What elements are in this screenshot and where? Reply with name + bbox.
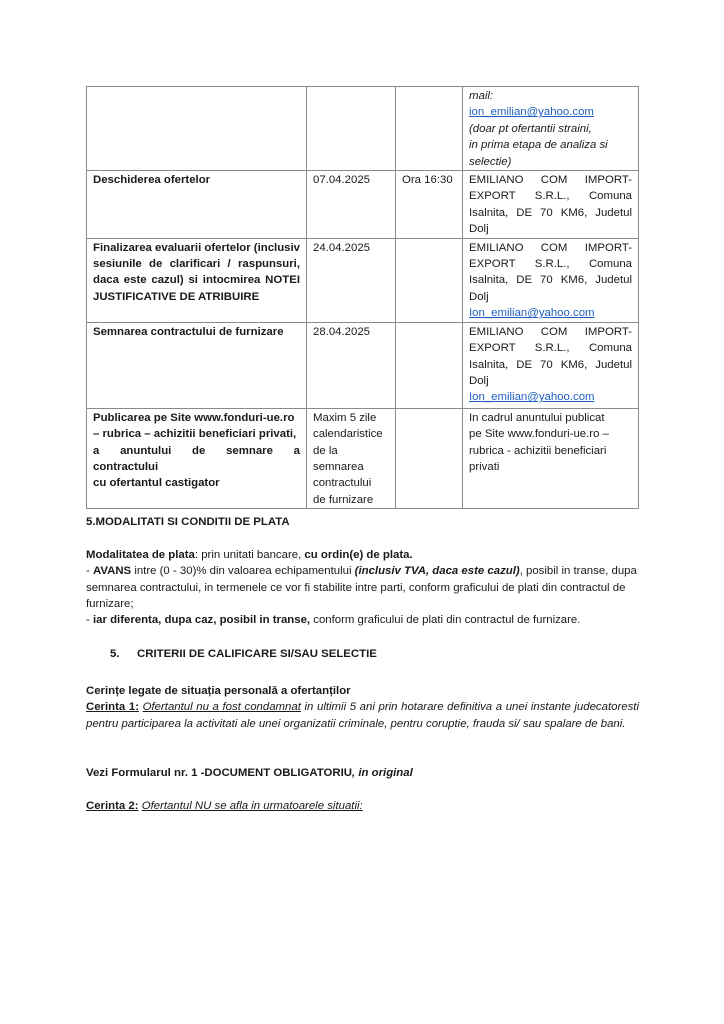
method-label: Modalitatea de plata [86, 549, 195, 561]
advance-vat-note: (inclusiv TVA, daca este cazul) [354, 565, 520, 577]
date-cell: 28.04.2025 [307, 322, 396, 408]
dash: - [86, 614, 93, 626]
payment-heading: 5.MODALITATI SI CONDITII DE PLATA [86, 516, 290, 528]
email-link[interactable]: Ion_emilian@yahoo.com [469, 391, 595, 404]
date-line: de la [313, 444, 338, 457]
location-cell [463, 87, 639, 171]
location-line: rubrica - achizitii beneficiari [469, 444, 607, 457]
date-line: Maxim 5 zile [313, 411, 377, 424]
location-line: In cadrul anuntului publicat [469, 411, 605, 424]
remainder-paragraph [86, 612, 639, 629]
location-line: pe Site www.fonduri-ue.ro – [469, 428, 609, 441]
criteria-heading [110, 646, 610, 663]
time-cell [396, 408, 463, 508]
location-cell [463, 322, 639, 408]
req1-underlined: Ofertantul nu a fost condamnat [142, 701, 301, 713]
time-cell [396, 238, 463, 322]
activity-line: cu ofertantul castigator [93, 477, 220, 490]
activity-cell: Semnarea contractului de furnizare [87, 322, 307, 408]
method-text: : prin unitati bancare, [194, 549, 305, 561]
table-row [87, 238, 639, 322]
location-text: EMILIANO COM IMPORT-EXPORT S.R.L., Comuna Isalnita, DE 70 KM6, Judetul Dolj [469, 241, 632, 303]
requirement-1 [86, 699, 639, 732]
location-cell [463, 171, 639, 239]
activity-cell [87, 87, 307, 171]
req1-label: Cerinta 1: [86, 701, 139, 713]
email-link[interactable]: ion_emilian@yahoo.com [469, 106, 594, 119]
activity-line: Publicarea pe Site www.fonduri-ue.ro [93, 411, 295, 424]
table-row [87, 408, 639, 508]
requirement-2 [86, 798, 639, 815]
note-line: selectie) [469, 155, 512, 168]
table-row [87, 171, 639, 239]
form-reference [86, 765, 639, 782]
activity-line: a anuntului de semnare a [93, 444, 300, 457]
location-text: EMILIANO COM IMPORT-EXPORT S.R.L., Comuna Isalnita, DE 70 KM6, Judetul Dolj [469, 174, 632, 236]
advance-text: , posibil in transe, dupa semnarea contractului, in termenele ce vor fi stabilite intre parti, conform graficului de plati din contractul de furnizare; [86, 565, 637, 610]
req2-label: Cerinta 2: [86, 800, 139, 812]
section-number: 5. [110, 648, 120, 660]
payment-method [86, 547, 639, 564]
remainder-text: conform graficului de plati din contractul de furnizare. [310, 614, 581, 626]
form-ref-bold: Vezi Formularul nr. 1 -DOCUMENT OBLIGATORIU [86, 767, 353, 779]
date-line: de furnizare [313, 493, 374, 506]
note-line: (doar pt ofertantii straini, [469, 122, 592, 135]
time-cell [396, 322, 463, 408]
activity-cell [87, 408, 307, 508]
table-row [87, 87, 639, 171]
time-cell [396, 87, 463, 171]
date-cell: 07.04.2025 [307, 171, 396, 239]
table-row [87, 322, 639, 408]
remainder-bold: iar diferenta, dupa caz, posibil in transe, [92, 614, 311, 626]
dash: - [86, 565, 93, 577]
advance-paragraph [86, 563, 639, 613]
email-link[interactable]: Ion_emilian@yahoo.com [469, 307, 595, 320]
req1-text: in ultimii 5 ani prin hotarare definitiva a unei instante judecatoresti pentru participarea la activitati ale unei organizatii criminale, pentru coruptie, frauda si/ sau spalare de bani. [86, 701, 639, 730]
date-line: calendaristice [313, 428, 383, 441]
activity-cell: Deschiderea ofertelor [87, 171, 307, 239]
location-cell [463, 238, 639, 322]
location-line: privati [469, 460, 500, 473]
date-line: semnarea [313, 460, 364, 473]
schedule-table [86, 86, 639, 509]
date-line: contractului [313, 477, 372, 490]
date-cell [307, 87, 396, 171]
req2-text: Ofertantul NU se afla in urmatoarele situatii: [141, 800, 363, 812]
form-ref-italic: , in original [352, 767, 413, 779]
activity-line: contractului [93, 460, 159, 473]
advance-text: intre (0 - 30)% din valoarea echipamentului [131, 565, 355, 577]
location-cell [463, 408, 639, 508]
date-cell: 24.04.2025 [307, 238, 396, 322]
location-text: EMILIANO COM IMPORT-EXPORT S.R.L., Comuna Isalnita, DE 70 KM6, Judetul Dolj [469, 325, 632, 387]
advance-label: AVANS [92, 565, 132, 577]
criteria-subheading: Cerințe legate de situația personală a ofertanților [86, 685, 351, 697]
activity-line: – rubrica – achizitii beneficiari privati, [93, 428, 297, 441]
activity-cell: Finalizarea evaluarii ofertelor (inclusiv sesiunile de clarificari / raspunsuri, daca este cazul) si intocmirea NOTEI JUSTIFICATIVE DE ATRIBUIRE [87, 238, 307, 322]
note-line: in prima etapa de analiza si [469, 139, 608, 152]
mail-label: mail: [469, 90, 494, 102]
method-bold: cu ordin(e) de plata. [304, 549, 413, 561]
date-cell [307, 408, 396, 508]
time-cell: Ora 16:30 [396, 171, 463, 239]
section-title: CRITERII DE CALIFICARE SI/SAU SELECTIE [137, 648, 377, 660]
